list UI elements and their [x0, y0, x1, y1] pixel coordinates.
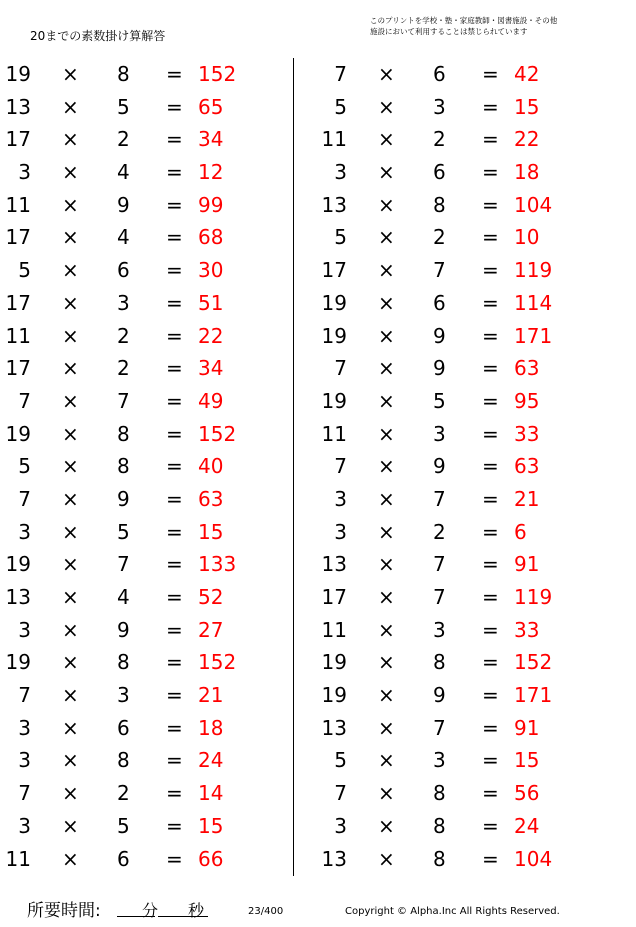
times-symbol: × [62, 552, 79, 577]
answer: 6 [514, 519, 527, 544]
multiplier: 9 [433, 356, 446, 381]
times-symbol: × [62, 388, 79, 413]
equals-symbol: = [482, 160, 499, 185]
multiplier: 3 [433, 421, 446, 446]
multiplier: 5 [433, 388, 446, 413]
times-symbol: × [62, 585, 79, 609]
answer: 152 [198, 650, 237, 675]
times-symbol: × [62, 258, 79, 283]
equals-symbol: = [166, 683, 183, 708]
times-symbol: × [62, 127, 79, 152]
multiplier: 7 [433, 715, 446, 740]
multiplier: 8 [117, 650, 130, 675]
times-symbol: × [62, 650, 79, 675]
multiplicand: 19 [5, 552, 31, 577]
answer: 56 [514, 781, 540, 806]
multiplier: 3 [433, 617, 446, 642]
multiplicand: 19 [5, 421, 31, 446]
equals-symbol: = [166, 290, 183, 315]
multiplicand: 11 [5, 323, 31, 348]
multiplier: 6 [117, 715, 130, 740]
answer: 22 [198, 323, 224, 348]
equals-symbol: = [166, 585, 183, 609]
answer: 152 [514, 650, 553, 675]
equals-symbol: = [166, 781, 183, 806]
multiplicand: 19 [321, 683, 347, 708]
multiplicand: 7 [334, 62, 347, 86]
multiplier: 9 [433, 683, 446, 708]
multiplier: 9 [433, 454, 446, 479]
multiplier: 2 [117, 781, 130, 806]
times-symbol: × [378, 486, 395, 511]
multiplicand: 19 [321, 388, 347, 413]
times-symbol: × [62, 62, 79, 86]
multiplicand: 13 [321, 715, 347, 740]
multiplier: 7 [433, 585, 446, 609]
answer: 24 [198, 748, 224, 773]
multiplier: 6 [117, 846, 130, 871]
equals-symbol: = [166, 715, 183, 740]
times-symbol: × [62, 356, 79, 381]
equals-symbol: = [482, 486, 499, 511]
multiplier: 8 [433, 846, 446, 871]
equals-symbol: = [482, 519, 499, 544]
equals-symbol: = [166, 454, 183, 479]
multiplicand: 7 [334, 454, 347, 479]
answer: 133 [198, 552, 237, 577]
answer: 63 [514, 454, 540, 479]
answer: 49 [198, 388, 224, 413]
multiplicand: 17 [321, 585, 347, 609]
multiplier: 2 [433, 519, 446, 544]
equals-symbol: = [482, 585, 499, 609]
usage-notice [370, 15, 610, 37]
multiplicand: 3 [18, 160, 31, 185]
multiplier: 8 [117, 421, 130, 446]
multiplicand: 13 [321, 192, 347, 217]
times-symbol: × [378, 94, 395, 119]
answer: 68 [198, 225, 224, 250]
times-symbol: × [378, 781, 395, 806]
times-symbol: × [62, 421, 79, 446]
times-symbol: × [62, 748, 79, 773]
equals-symbol: = [482, 683, 499, 708]
equals-symbol: = [482, 454, 499, 479]
multiplier: 8 [433, 781, 446, 806]
multiplier: 3 [117, 290, 130, 315]
answer: 15 [198, 519, 224, 544]
multiplicand: 3 [18, 813, 31, 838]
multiplicand: 3 [334, 486, 347, 511]
equals-symbol: = [166, 94, 183, 119]
multiplicand: 5 [334, 748, 347, 773]
multiplier: 6 [117, 258, 130, 283]
answer: 14 [198, 781, 224, 806]
equals-symbol: = [482, 127, 499, 152]
multiplicand: 5 [18, 454, 31, 479]
multiplier: 7 [433, 258, 446, 283]
multiplicand: 13 [5, 585, 31, 609]
times-symbol: × [62, 323, 79, 348]
answer: 24 [514, 813, 540, 838]
equals-symbol: = [166, 160, 183, 185]
multiplier: 8 [433, 650, 446, 675]
times-symbol: × [378, 552, 395, 577]
equals-symbol: = [166, 552, 183, 577]
page-number: 23/400 [248, 906, 284, 917]
multiplicand: 13 [5, 94, 31, 119]
equals-symbol: = [482, 323, 499, 348]
multiplicand: 3 [334, 160, 347, 185]
times-symbol: × [62, 715, 79, 740]
usage-notice-line1: このプリントを学校・塾・家庭教師・図書施設・その他 [370, 16, 558, 25]
times-symbol: × [62, 617, 79, 642]
times-symbol: × [62, 290, 79, 315]
answer: 15 [514, 94, 540, 119]
equals-symbol: = [166, 127, 183, 152]
multiplicand: 11 [321, 127, 347, 152]
multiplicand: 7 [18, 781, 31, 806]
equals-symbol: = [482, 617, 499, 642]
multiplier: 2 [433, 127, 446, 152]
times-symbol: × [378, 160, 395, 185]
times-symbol: × [378, 258, 395, 283]
times-symbol: × [378, 421, 395, 446]
equals-symbol: = [166, 192, 183, 217]
equals-symbol: = [482, 781, 499, 806]
multiplier: 7 [117, 552, 130, 577]
answer: 15 [514, 748, 540, 773]
times-symbol: × [378, 585, 395, 609]
multiplier: 8 [433, 813, 446, 838]
usage-notice-line2: 施設において利用することは禁じられています [370, 27, 528, 36]
multiplier: 3 [433, 94, 446, 119]
times-symbol: × [378, 748, 395, 773]
multiplier: 8 [117, 62, 130, 86]
equals-symbol: = [482, 356, 499, 381]
multiplicand: 3 [334, 813, 347, 838]
copyright-text: Copyright © Alpha.Inc All Rights Reserved. [345, 906, 560, 917]
multiplier: 6 [433, 290, 446, 315]
multiplicand: 5 [334, 225, 347, 250]
times-symbol: × [62, 486, 79, 511]
multiplicand: 7 [334, 781, 347, 806]
multiplicand: 17 [321, 258, 347, 283]
answer: 65 [198, 94, 224, 119]
equals-symbol: = [482, 258, 499, 283]
column-divider [293, 58, 294, 876]
equals-symbol: = [166, 748, 183, 773]
times-symbol: × [378, 192, 395, 217]
multiplicand: 13 [321, 846, 347, 871]
times-symbol: × [378, 650, 395, 675]
multiplier: 2 [117, 323, 130, 348]
answer: 33 [514, 617, 540, 642]
equals-symbol: = [482, 421, 499, 446]
times-symbol: × [62, 454, 79, 479]
multiplicand: 17 [5, 225, 31, 250]
multiplier: 5 [117, 519, 130, 544]
multiplicand: 11 [321, 617, 347, 642]
multiplicand: 7 [18, 683, 31, 708]
answer: 114 [514, 290, 553, 315]
times-symbol: × [62, 192, 79, 217]
times-symbol: × [62, 781, 79, 806]
multiplicand: 5 [334, 94, 347, 119]
times-symbol: × [378, 127, 395, 152]
answer: 66 [198, 846, 224, 871]
multiplicand: 3 [18, 715, 31, 740]
equals-symbol: = [166, 486, 183, 511]
multiplier: 3 [433, 748, 446, 773]
answer: 51 [198, 290, 224, 315]
answer: 171 [514, 683, 553, 708]
equals-symbol: = [482, 552, 499, 577]
equals-symbol: = [166, 258, 183, 283]
answer: 91 [514, 552, 540, 577]
multiplier: 4 [117, 585, 130, 609]
answer: 104 [514, 846, 553, 871]
multiplier: 8 [433, 192, 446, 217]
times-symbol: × [378, 290, 395, 315]
equals-symbol: = [482, 715, 499, 740]
multiplicand: 17 [5, 127, 31, 152]
multiplier: 4 [117, 225, 130, 250]
multiplicand: 13 [321, 552, 347, 577]
multiplicand: 5 [18, 258, 31, 283]
answer: 91 [514, 715, 540, 740]
equals-symbol: = [166, 62, 183, 86]
times-symbol: × [378, 813, 395, 838]
answer: 27 [198, 617, 224, 642]
multiplicand: 19 [321, 290, 347, 315]
answer: 30 [198, 258, 224, 283]
multiplier: 5 [117, 94, 130, 119]
worksheet-title: 20までの素数掛け算解答 [30, 29, 166, 43]
multiplier: 4 [117, 160, 130, 185]
answer: 40 [198, 454, 224, 479]
multiplicand: 11 [5, 846, 31, 871]
multiplier: 2 [117, 127, 130, 152]
equals-symbol: = [482, 748, 499, 773]
multiplier: 2 [433, 225, 446, 250]
multiplier: 9 [117, 486, 130, 511]
equals-symbol: = [166, 356, 183, 381]
equals-symbol: = [166, 846, 183, 871]
times-symbol: × [378, 454, 395, 479]
answer: 152 [198, 421, 237, 446]
multiplicand: 19 [5, 62, 31, 86]
times-symbol: × [378, 388, 395, 413]
multiplier: 5 [117, 813, 130, 838]
time-label: 所要時間: [27, 901, 101, 921]
times-symbol: × [62, 225, 79, 250]
equals-symbol: = [166, 323, 183, 348]
multiplicand: 11 [321, 421, 347, 446]
multiplicand: 11 [5, 192, 31, 217]
times-symbol: × [378, 683, 395, 708]
multiplicand: 3 [18, 617, 31, 642]
times-symbol: × [62, 519, 79, 544]
minutes-label: 分 [142, 901, 159, 920]
answer: 42 [514, 62, 540, 86]
times-symbol: × [62, 846, 79, 871]
answer: 119 [514, 585, 553, 609]
equals-symbol: = [166, 813, 183, 838]
multiplier: 7 [117, 388, 130, 413]
answer: 152 [198, 62, 237, 86]
answer: 52 [198, 585, 224, 609]
answer: 15 [198, 813, 224, 838]
multiplier: 3 [117, 683, 130, 708]
multiplier: 7 [433, 552, 446, 577]
times-symbol: × [378, 225, 395, 250]
times-symbol: × [62, 94, 79, 119]
equals-symbol: = [482, 813, 499, 838]
equals-symbol: = [166, 421, 183, 446]
multiplier: 8 [117, 748, 130, 773]
times-symbol: × [62, 813, 79, 838]
multiplicand: 3 [18, 519, 31, 544]
multiplier: 6 [433, 160, 446, 185]
equals-symbol: = [166, 650, 183, 675]
multiplicand: 19 [5, 650, 31, 675]
answer: 18 [198, 715, 224, 740]
answer: 34 [198, 127, 224, 152]
multiplier: 7 [433, 486, 446, 511]
answer: 63 [514, 356, 540, 381]
answer: 95 [514, 388, 540, 413]
multiplicand: 3 [334, 519, 347, 544]
multiplier: 2 [117, 356, 130, 381]
equals-symbol: = [166, 617, 183, 642]
equals-symbol: = [166, 225, 183, 250]
multiplicand: 17 [5, 356, 31, 381]
multiplicand: 17 [5, 290, 31, 315]
multiplier: 8 [117, 454, 130, 479]
multiplier: 6 [433, 62, 446, 86]
times-symbol: × [378, 356, 395, 381]
equals-symbol: = [166, 388, 183, 413]
equals-symbol: = [482, 62, 499, 86]
times-symbol: × [378, 846, 395, 871]
answer: 33 [514, 421, 540, 446]
equals-symbol: = [482, 388, 499, 413]
answer: 99 [198, 192, 224, 217]
times-symbol: × [62, 683, 79, 708]
times-symbol: × [378, 715, 395, 740]
multiplicand: 19 [321, 323, 347, 348]
equals-symbol: = [482, 846, 499, 871]
equals-symbol: = [166, 519, 183, 544]
multiplier: 9 [117, 192, 130, 217]
times-symbol: × [378, 617, 395, 642]
times-symbol: × [378, 519, 395, 544]
multiplicand: 3 [18, 748, 31, 773]
equals-symbol: = [482, 225, 499, 250]
equals-symbol: = [482, 290, 499, 315]
multiplicand: 7 [18, 486, 31, 511]
answer: 104 [514, 192, 553, 217]
multiplier: 9 [433, 323, 446, 348]
answer: 34 [198, 356, 224, 381]
equals-symbol: = [482, 94, 499, 119]
answer: 21 [198, 683, 224, 708]
multiplier: 9 [117, 617, 130, 642]
times-symbol: × [62, 160, 79, 185]
answer: 12 [198, 160, 224, 185]
answer: 22 [514, 127, 540, 152]
answer: 18 [514, 160, 540, 185]
multiplicand: 7 [18, 388, 31, 413]
multiplicand: 7 [334, 356, 347, 381]
times-symbol: × [378, 62, 395, 86]
times-symbol: × [378, 323, 395, 348]
answer: 21 [514, 486, 540, 511]
answer: 10 [514, 225, 540, 250]
equals-symbol: = [482, 650, 499, 675]
answer: 63 [198, 486, 224, 511]
answer: 119 [514, 258, 553, 283]
answer: 171 [514, 323, 553, 348]
seconds-label: 秒 [188, 901, 205, 920]
multiplicand: 19 [321, 650, 347, 675]
equals-symbol: = [482, 192, 499, 217]
